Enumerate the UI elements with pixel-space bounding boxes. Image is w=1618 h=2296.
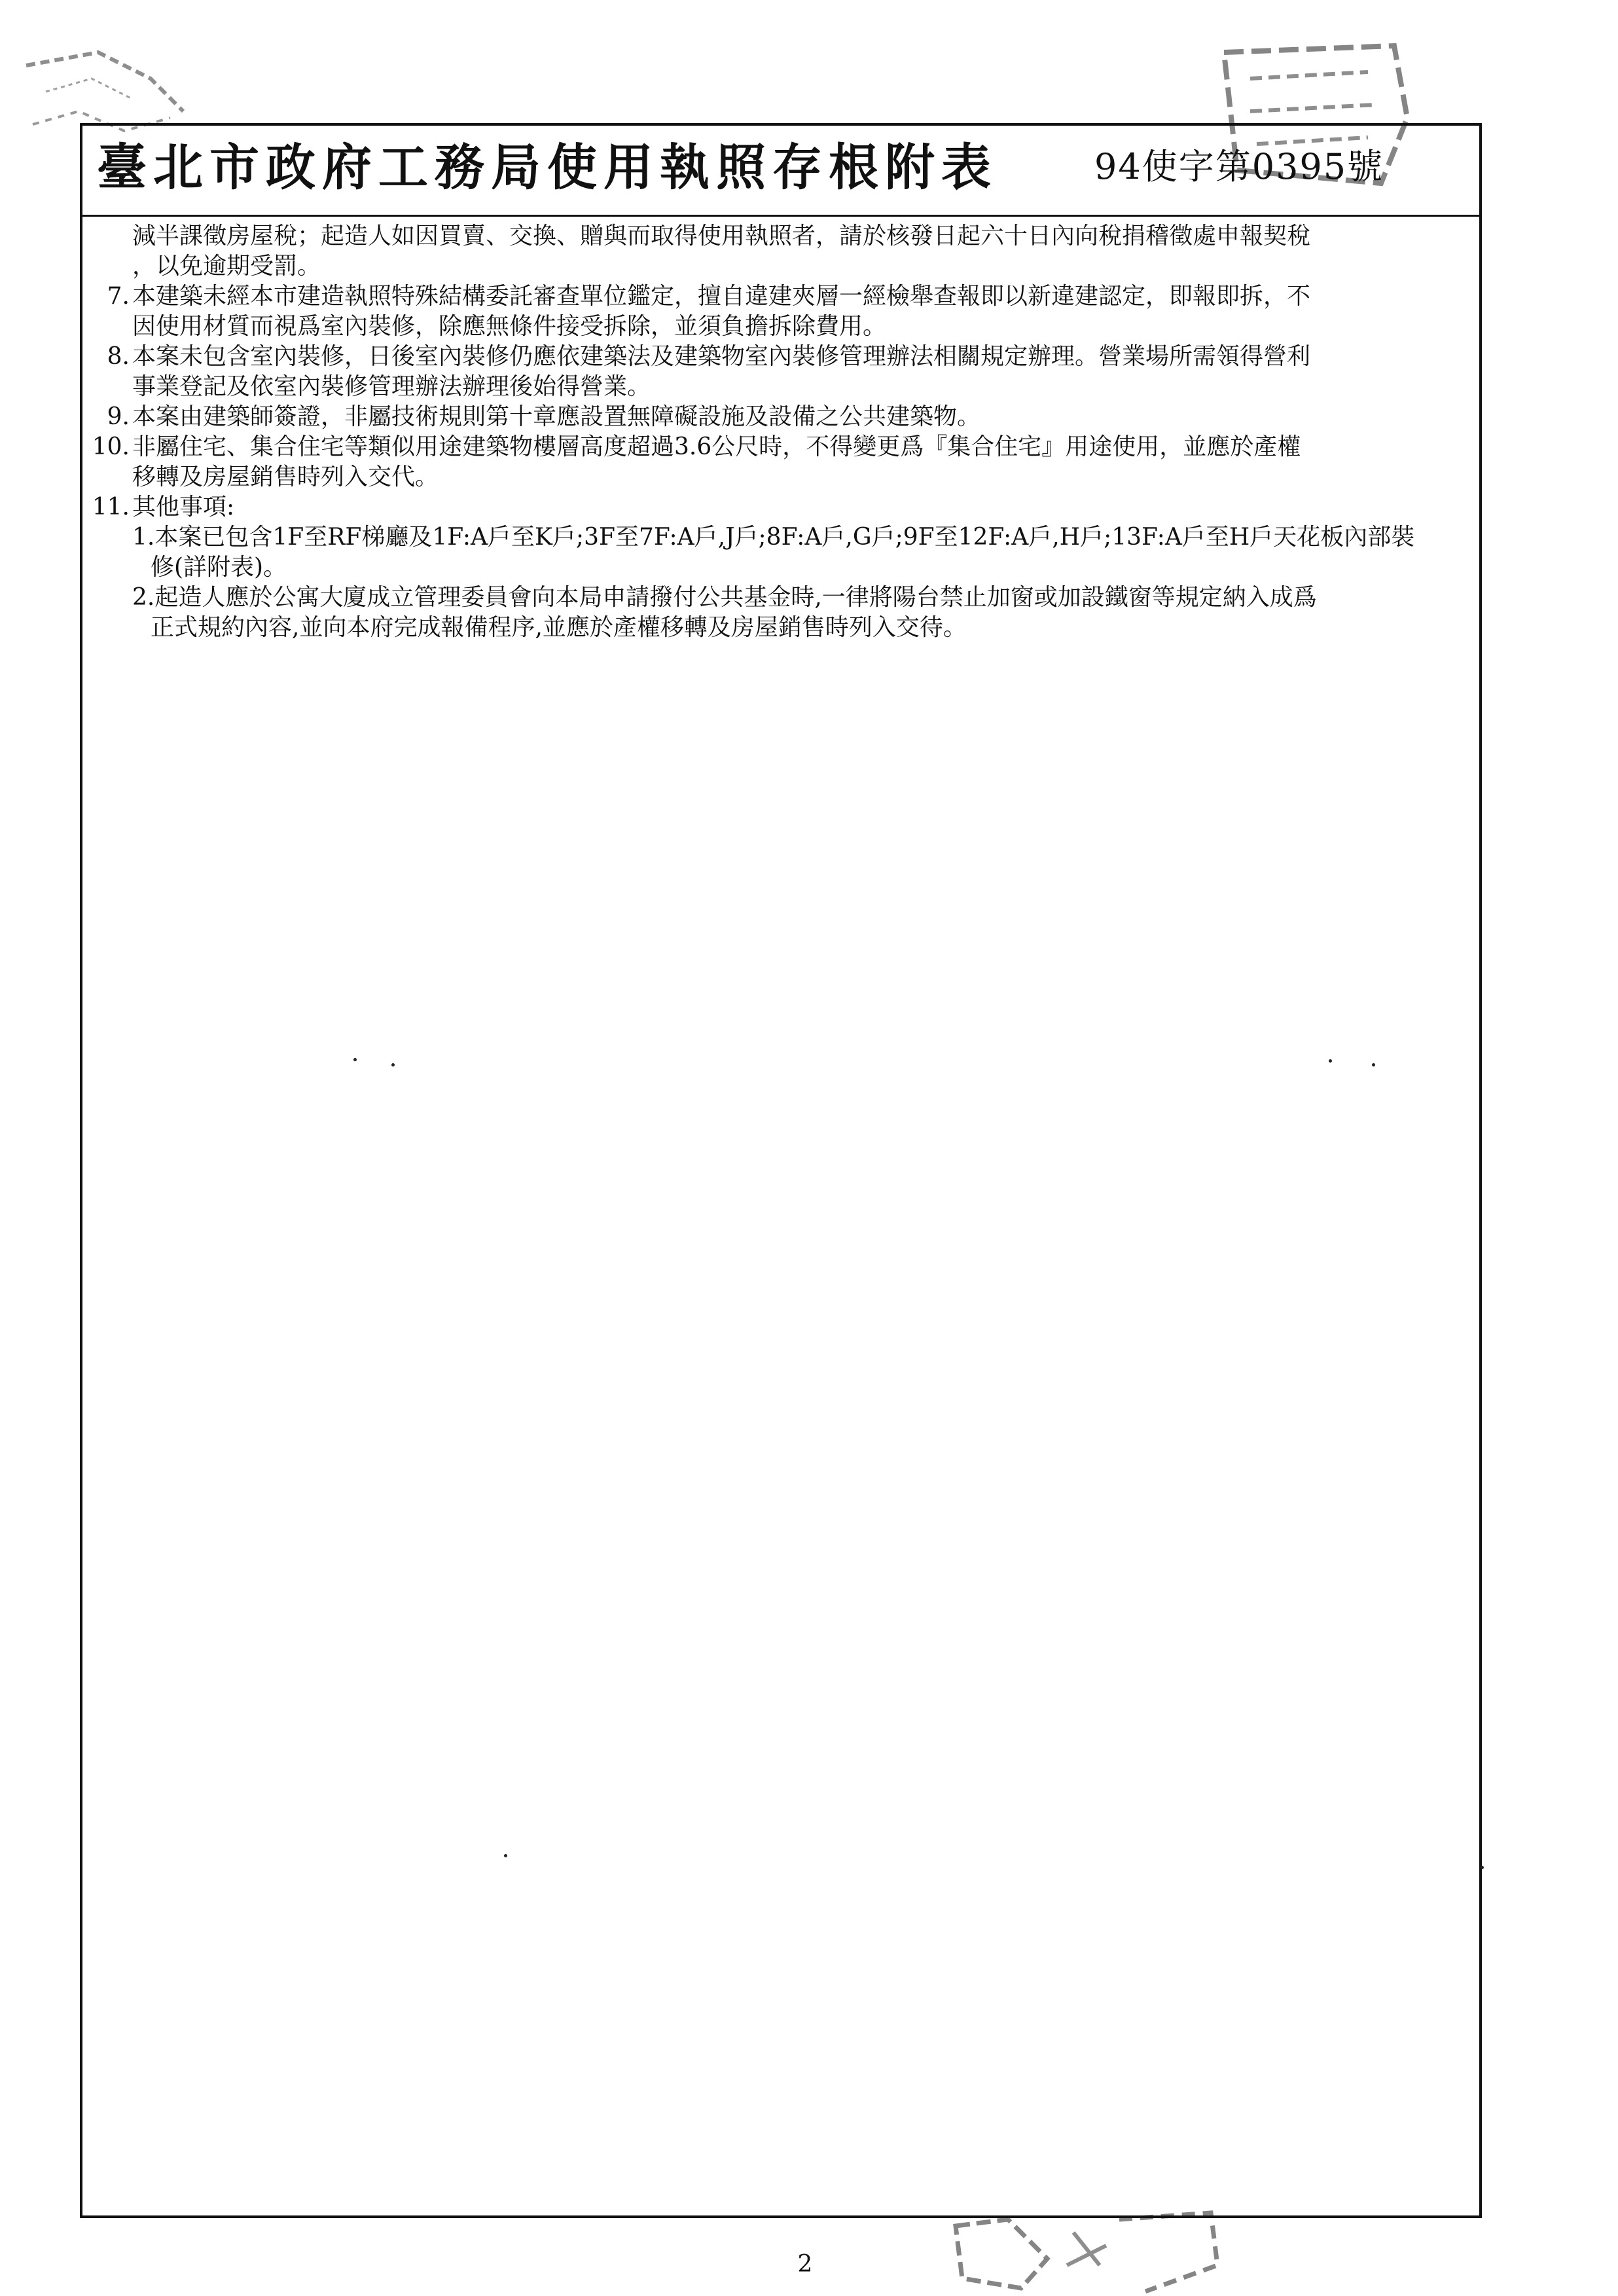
sub-item-line: 修(詳附表)。 — [151, 554, 287, 581]
text-line: 移轉及房屋銷售時列入交代。 — [132, 464, 439, 490]
scan-dot — [1329, 1059, 1332, 1063]
sub-item-line: 正式規約內容,並向本府完成報備程序,並應於產權移轉及房屋銷售時列入交待。 — [151, 614, 967, 641]
item-number: 11. — [92, 494, 130, 520]
text-line: ，以免逾期受罰。 — [132, 253, 321, 280]
text-line: 本建築未經本市建造執照特殊結構委託審查單位鑑定，擅自違建夾層一經檢舉查報即以新違建認定，即報即拆，不 — [132, 283, 1311, 310]
sub-items — [132, 522, 1473, 643]
text-line: 本案未包含室內裝修，日後室內裝修仍應依建築法及建築物室內裝修管理辦法相關規定辦理。營業場所需領得營利 — [132, 343, 1311, 370]
permit-number: 94使字第0395號 — [1094, 146, 1384, 187]
item-number: 10. — [92, 433, 130, 460]
text-line: 因使用材質而視爲室內裝修，除應無條件接受拆除，並須負擔拆除費用。 — [132, 313, 887, 340]
list-item-7 — [98, 282, 1473, 342]
page-number: 2 — [797, 2251, 813, 2278]
document-body — [92, 221, 1473, 643]
list-item-8 — [98, 342, 1473, 402]
scan-dot — [504, 1854, 507, 1857]
sub-item-line: 2.起造人應於公寓大廈成立管理委員會向本局申請撥付公共基金時,一律將陽台禁止加窗或加設鐵窗等規定納入成爲 — [132, 584, 1317, 611]
scan-dot — [353, 1058, 357, 1061]
sub-item-line: 1.本案已包含1F至RF梯廳及1F:A戶至K戶;3F至7F:A戶,J戶;8F:A戶,G戶;9F至12F:A戶,H戶;13F:A戶至H戶天花板內部裝 — [132, 524, 1415, 551]
list-item-9 — [98, 402, 1473, 432]
list-item-11 — [92, 492, 1473, 643]
item-number: 9. — [107, 403, 130, 430]
list-item-10 — [92, 432, 1473, 492]
scan-dot — [1372, 1063, 1375, 1066]
text-line: 非屬住宅、集合住宅等類似用途建築物樓層高度超過3.6公尺時，不得變更爲『集合住宅』用途使用，並應於產權 — [132, 433, 1301, 460]
stamp-bottom-right-icon — [949, 2206, 1224, 2296]
item-number: 7. — [107, 283, 130, 310]
text-line: 本案由建築師簽證，非屬技術規則第十章應設置無障礙設施及設備之公共建築物。 — [132, 403, 981, 430]
text-line: 減半課徵房屋稅；起造人如因買賣、交換、贈與而取得使用執照者，請於核發日起六十日內向稅捐稽徵處申報契稅 — [132, 223, 1311, 249]
text-line: 其他事項: — [132, 494, 235, 520]
page-title: 臺北市政府工務局使用執照存根附表 — [97, 138, 998, 196]
scan-dot — [1481, 1866, 1484, 1869]
text-line: 事業登記及依室內裝修管理辦法辦理後始得營業。 — [132, 373, 651, 400]
intro-paragraph — [98, 221, 1473, 282]
header-divider — [80, 215, 1482, 217]
scan-dot — [391, 1063, 395, 1066]
item-number: 8. — [107, 343, 130, 370]
